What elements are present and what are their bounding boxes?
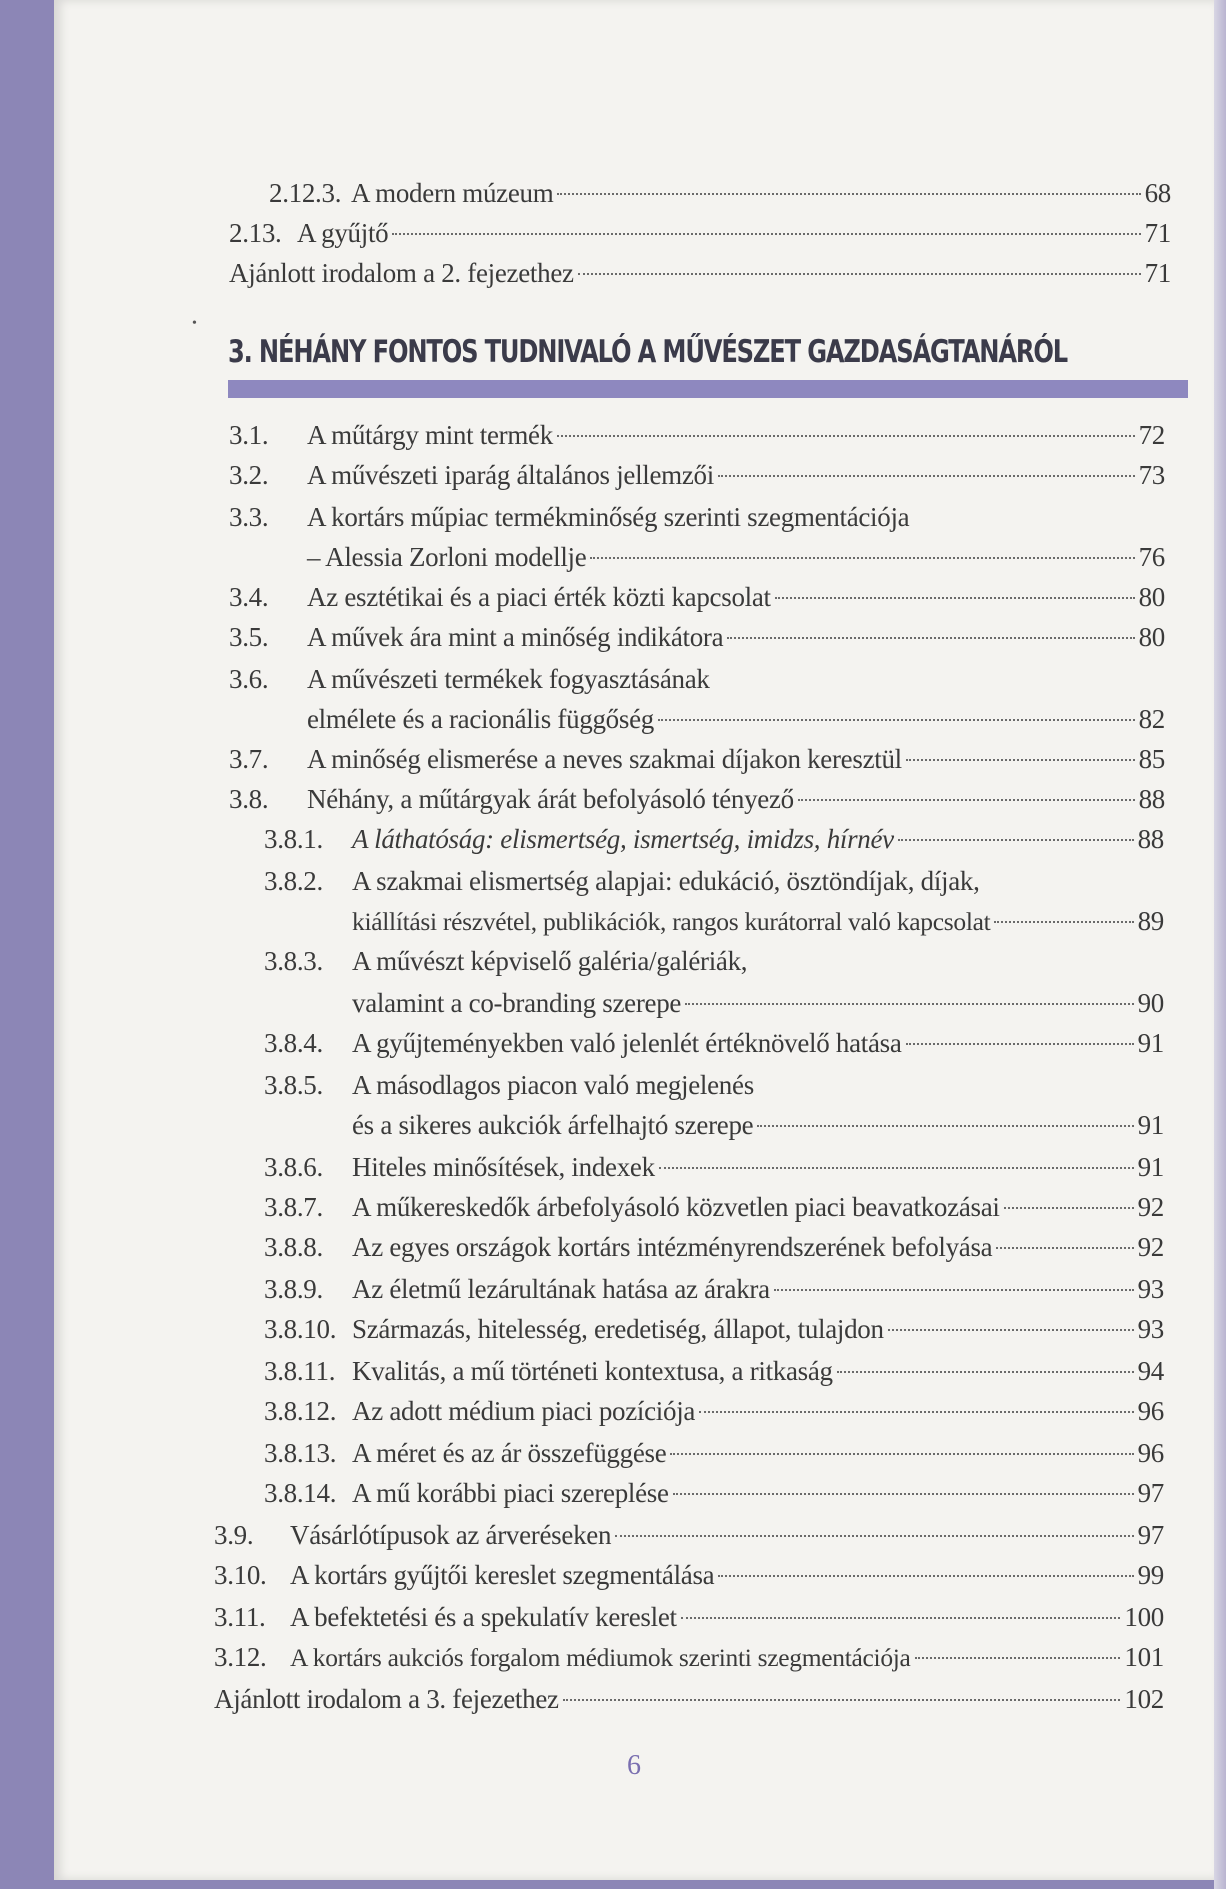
toc-subentry[interactable] bbox=[264, 1394, 1164, 1428]
toc-title: A méret és az ár összefüggése bbox=[352, 1438, 667, 1468]
toc-title: Származás, hitelesség, eredetiség, állapot, tulajdon bbox=[352, 1314, 884, 1344]
toc-subentry[interactable] bbox=[264, 944, 1164, 978]
toc-leader-dots bbox=[557, 193, 1140, 195]
toc-page-number: 85 bbox=[1138, 744, 1165, 774]
toc-leader-dots bbox=[1004, 1207, 1134, 1209]
toc-entry[interactable] bbox=[229, 458, 1165, 492]
toc-leader-dots bbox=[673, 1493, 1134, 1495]
toc-title-continuation: – Alessia Zorloni modellje bbox=[307, 542, 587, 572]
toc-title: A műtárgy mint termék bbox=[307, 420, 553, 450]
toc-title: A művészt képviselő galéria/galériák, bbox=[352, 946, 748, 976]
toc-leader-dots bbox=[718, 475, 1135, 477]
toc-leader-dots bbox=[659, 1167, 1134, 1169]
toc-leader-dots bbox=[658, 719, 1135, 721]
toc-entry[interactable] bbox=[214, 1640, 1164, 1675]
toc-title: Ajánlott irodalom a 3. fejezethez bbox=[214, 1684, 559, 1714]
toc-number: 3.8.4. bbox=[264, 1028, 323, 1058]
toc-page-number: 88 bbox=[1137, 824, 1164, 854]
toc-title: A kortárs gyűjtői kereslet szegmentálása bbox=[290, 1560, 715, 1590]
toc-number: 3.11. bbox=[214, 1602, 266, 1632]
toc-title: A gyűjtő bbox=[297, 218, 389, 248]
toc-title: A művészeti iparág általános jellemzői bbox=[307, 460, 714, 490]
toc-leader-dots bbox=[590, 557, 1134, 559]
toc-number: 3.7. bbox=[229, 744, 269, 774]
toc-title: Vásárlótípusok az árveréseken bbox=[290, 1520, 612, 1550]
toc-title: A modern múzeum bbox=[351, 178, 554, 208]
toc-subentry[interactable] bbox=[264, 1272, 1164, 1306]
toc-number: 3.8.8. bbox=[264, 1232, 323, 1262]
toc-page-number: 71 bbox=[1144, 218, 1171, 248]
toc-title: Ajánlott irodalom a 2. fejezethez bbox=[229, 258, 574, 288]
toc-leader-dots bbox=[727, 637, 1134, 639]
toc-number: 3.6. bbox=[229, 664, 269, 694]
toc-entry[interactable] bbox=[214, 1682, 1164, 1716]
book-page bbox=[54, 0, 1214, 1880]
toc-subentry[interactable] bbox=[264, 1026, 1164, 1060]
toc-page-number: 96 bbox=[1137, 1438, 1164, 1468]
toc-page-number: 72 bbox=[1138, 420, 1165, 450]
toc-page-number: 90 bbox=[1137, 988, 1164, 1018]
toc-subentry[interactable] bbox=[264, 1190, 1164, 1224]
toc-leader-dots bbox=[681, 1617, 1121, 1619]
toc-page-number: 94 bbox=[1137, 1356, 1164, 1386]
toc-leader-dots bbox=[898, 839, 1134, 841]
toc-page-number: 93 bbox=[1137, 1314, 1164, 1344]
toc-leader-dots bbox=[994, 921, 1133, 923]
toc-subentry[interactable] bbox=[264, 822, 1164, 856]
toc-title: A kortárs műpiac termékminőség szerinti szegmentációja bbox=[307, 502, 910, 532]
toc-page-number: 80 bbox=[1138, 622, 1165, 652]
toc-page-number: 96 bbox=[1137, 1396, 1164, 1426]
toc-number: 3.8.11. bbox=[264, 1356, 336, 1386]
toc-leader-dots bbox=[996, 1247, 1133, 1249]
toc-number: 3.5. bbox=[229, 622, 269, 652]
toc-entry[interactable] bbox=[229, 256, 1171, 290]
toc-entry[interactable] bbox=[269, 176, 1171, 210]
toc-leader-dots bbox=[757, 1125, 1133, 1127]
toc-entry[interactable] bbox=[229, 620, 1165, 654]
toc-number: 3.3. bbox=[229, 502, 269, 532]
toc-page-number: 76 bbox=[1138, 542, 1165, 572]
toc-subentry[interactable] bbox=[264, 1354, 1164, 1388]
toc-number: 2.13. bbox=[229, 218, 282, 248]
toc-number: 3.2. bbox=[229, 460, 269, 490]
toc-title: A műkereskedők árbefolyásoló közvetlen piaci beavatkozásai bbox=[352, 1192, 1000, 1222]
toc-subentry-continuation[interactable] bbox=[352, 986, 1164, 1020]
toc-entry[interactable] bbox=[214, 1518, 1164, 1552]
toc-leader-dots bbox=[392, 233, 1140, 235]
toc-number: 3.1. bbox=[229, 420, 269, 450]
toc-page-number: 91 bbox=[1137, 1028, 1164, 1058]
toc-page-number: 88 bbox=[1138, 784, 1165, 814]
toc-leader-dots bbox=[699, 1411, 1134, 1413]
toc-number: 3.8.7. bbox=[264, 1192, 323, 1222]
toc-leader-dots bbox=[906, 1043, 1134, 1045]
toc-entry[interactable] bbox=[229, 662, 1165, 696]
toc-page-number: 93 bbox=[1137, 1274, 1164, 1304]
toc-leader-dots bbox=[888, 1329, 1134, 1331]
toc-title-continuation: elmélete és a racionális függőség bbox=[307, 704, 654, 734]
toc-title: Az egyes országok kortárs intézményrendszerének befolyása bbox=[352, 1232, 993, 1262]
toc-leader-dots bbox=[774, 1289, 1134, 1291]
toc-leader-dots bbox=[837, 1371, 1134, 1373]
toc-leader-dots bbox=[670, 1453, 1133, 1455]
toc-number: 3.8.10. bbox=[264, 1314, 337, 1344]
toc-subentry-continuation[interactable] bbox=[352, 1108, 1164, 1142]
toc-leader-dots bbox=[775, 597, 1135, 599]
toc-entry[interactable] bbox=[229, 500, 1165, 534]
toc-number: 3.10. bbox=[214, 1560, 267, 1590]
toc-number: 3.8.14. bbox=[264, 1478, 337, 1508]
toc-subentry[interactable] bbox=[264, 1312, 1164, 1346]
chapter-heading: 3. NÉHÁNY FONTOS TUDNIVALÓ A MŰVÉSZET GAZDASÁGTANÁRÓL bbox=[228, 334, 1067, 370]
toc-number: 3.8.12. bbox=[264, 1396, 337, 1426]
toc-title: A befektetési és a spekulatív kereslet bbox=[290, 1602, 677, 1632]
toc-subentry[interactable] bbox=[264, 1068, 1164, 1102]
toc-subentry[interactable] bbox=[264, 1476, 1164, 1510]
toc-leader-dots bbox=[915, 1657, 1121, 1659]
toc-number: 3.8.6. bbox=[264, 1152, 323, 1182]
toc-page-number: 92 bbox=[1137, 1232, 1164, 1262]
toc-title-continuation: és a sikeres aukciók árfelhajtó szerepe bbox=[352, 1110, 754, 1140]
toc-title: A mű korábbi piaci szereplése bbox=[352, 1478, 669, 1508]
toc-leader-dots bbox=[718, 1575, 1133, 1577]
toc-subentry[interactable] bbox=[264, 1150, 1164, 1184]
toc-title: Hiteles minősítések, indexek bbox=[352, 1152, 655, 1182]
toc-entry[interactable] bbox=[229, 418, 1165, 452]
toc-title: A szakmai elismertség alapjai: edukáció, ösztöndíjak, díjak, bbox=[352, 866, 980, 896]
toc-title: A kortárs aukciós forgalom médiumok szerinti szegmentációja bbox=[290, 1643, 911, 1672]
margin-mark: • bbox=[192, 316, 197, 331]
toc-title-continuation: valamint a co-branding szerepe bbox=[352, 988, 682, 1018]
toc-title: Az esztétikai és a piaci érték közti kapcsolat bbox=[307, 582, 771, 612]
toc-leader-dots bbox=[578, 273, 1141, 275]
toc-entry[interactable] bbox=[229, 782, 1165, 816]
toc-title: Az adott médium piaci pozíciója bbox=[352, 1396, 696, 1426]
toc-page-number: 101 bbox=[1124, 1642, 1164, 1672]
toc-entry[interactable] bbox=[214, 1558, 1164, 1592]
toc-leader-dots bbox=[557, 435, 1135, 437]
toc-number: 3.8.1. bbox=[264, 824, 323, 854]
toc-number: 3.8.5. bbox=[264, 1070, 323, 1100]
toc-page-number: 73 bbox=[1138, 460, 1165, 490]
toc-number: 3.4. bbox=[229, 582, 269, 612]
toc-title: Néhány, a műtárgyak árát befolyásoló tényező bbox=[307, 784, 794, 814]
toc-title: Az életmű lezárultának hatása az árakra bbox=[352, 1274, 770, 1304]
toc-page-number: 92 bbox=[1137, 1192, 1164, 1222]
toc-page-number: 91 bbox=[1137, 1152, 1164, 1182]
toc-title: A művek ára mint a minőség indikátora bbox=[307, 622, 724, 652]
toc-title: A láthatóság: elismertség, ismertség, imidzs, hírnév bbox=[352, 824, 894, 854]
toc-title-continuation: kiállítási részvétel, publikációk, rangos kurátorral való kapcsolat bbox=[352, 907, 991, 936]
toc-entry[interactable] bbox=[229, 216, 1171, 250]
toc-leader-dots bbox=[685, 1003, 1134, 1005]
toc-number: 3.8.13. bbox=[264, 1438, 337, 1468]
toc-page-number: 71 bbox=[1144, 258, 1171, 288]
toc-title: A művészeti termékek fogyasztásának bbox=[307, 664, 710, 694]
toc-page-number: 91 bbox=[1137, 1110, 1164, 1140]
toc-leader-dots bbox=[615, 1535, 1133, 1537]
toc-page-number: 68 bbox=[1144, 178, 1171, 208]
chapter-heading-bar bbox=[228, 380, 1188, 398]
toc-title: A másodlagos piacon való megjelenés bbox=[352, 1070, 754, 1100]
toc-subentry[interactable] bbox=[264, 864, 1164, 898]
toc-subentry[interactable] bbox=[264, 1436, 1164, 1470]
toc-leader-dots bbox=[798, 799, 1135, 801]
page-edge bbox=[1214, 0, 1226, 1889]
toc-leader-dots bbox=[563, 1699, 1121, 1701]
toc-page-number: 102 bbox=[1124, 1684, 1164, 1714]
toc-page-number: 82 bbox=[1138, 704, 1165, 734]
toc-leader-dots bbox=[906, 759, 1135, 761]
footer-page-number: 6 bbox=[627, 1750, 641, 1781]
toc-number: 3.8.3. bbox=[264, 946, 323, 976]
toc-page-number: 80 bbox=[1138, 582, 1165, 612]
toc-page-number: 97 bbox=[1137, 1478, 1164, 1508]
toc-page-number: 89 bbox=[1137, 906, 1164, 936]
toc-number: 3.12. bbox=[214, 1642, 267, 1672]
toc-number: 2.12.3. bbox=[269, 178, 342, 208]
toc-entry-continuation[interactable] bbox=[307, 540, 1165, 574]
toc-entry[interactable] bbox=[229, 742, 1165, 776]
toc-title: A gyűjteményekben való jelenlét értéknövelő hatása bbox=[352, 1028, 902, 1058]
toc-subentry[interactable] bbox=[264, 1230, 1164, 1264]
toc-page-number: 100 bbox=[1124, 1602, 1164, 1632]
toc-number: 3.9. bbox=[214, 1520, 254, 1550]
toc-entry[interactable] bbox=[229, 580, 1165, 614]
toc-number: 3.8.2. bbox=[264, 866, 323, 896]
toc-subentry-continuation[interactable] bbox=[352, 904, 1164, 939]
toc-entry-continuation[interactable] bbox=[307, 702, 1165, 736]
toc-title: Kvalitás, a mű történeti kontextusa, a ritkaság bbox=[352, 1356, 833, 1386]
toc-page-number: 97 bbox=[1137, 1520, 1164, 1550]
toc-title: A minőség elismerése a neves szakmai díjakon keresztül bbox=[307, 744, 902, 774]
toc-number: 3.8.9. bbox=[264, 1274, 323, 1304]
toc-number: 3.8. bbox=[229, 784, 269, 814]
toc-entry[interactable] bbox=[214, 1600, 1164, 1634]
toc-page-number: 99 bbox=[1137, 1560, 1164, 1590]
table-of-contents bbox=[54, 0, 1214, 1880]
